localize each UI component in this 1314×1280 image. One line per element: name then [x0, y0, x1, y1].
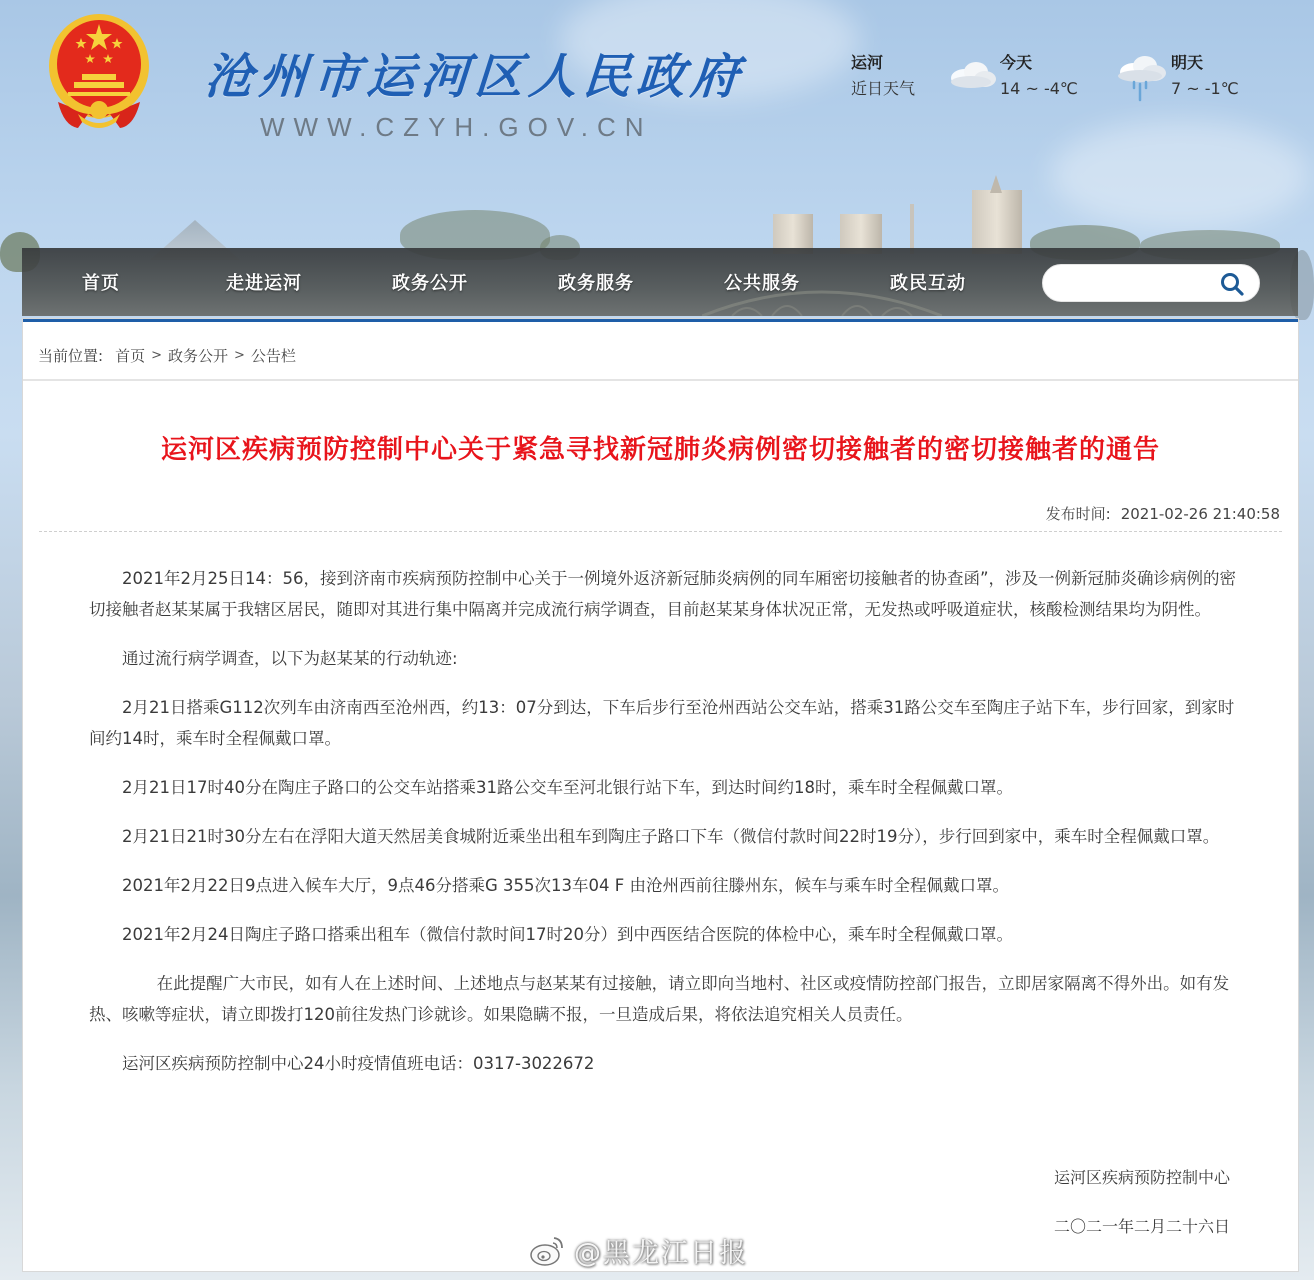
- national-emblem-icon[interactable]: [44, 10, 154, 134]
- breadcrumb: [38, 345, 296, 366]
- article-paragraph: 2月21日21时30分左右在浮阳大道天然居美食城附近乘坐出租车到陶庄子路口下车（微信付款时间22时19分），步行回到家中，乘车时全程佩戴口罩。: [122, 827, 1220, 846]
- search-input[interactable]: [1059, 271, 1209, 297]
- publish-time-value: 2021-02-26 21:40:58: [1120, 505, 1280, 523]
- dashed-divider: [39, 531, 1282, 532]
- tower-top-decoration: [990, 175, 1002, 193]
- building-decoration: [972, 190, 1022, 254]
- rain-cloud-icon: [1112, 54, 1168, 102]
- breadcrumb-bulletin-link[interactable]: 公告栏: [250, 347, 296, 365]
- nav-item-home[interactable]: 首页: [82, 273, 120, 294]
- breadcrumb-prefix: 当前位置:: [38, 347, 104, 365]
- weather-tomorrow-temp: 7 ~ -1℃: [1171, 79, 1239, 98]
- breadcrumb-government-affairs-link[interactable]: 政务公开: [167, 347, 228, 365]
- breadcrumb-divider: [23, 379, 1298, 381]
- weibo-watermark: [528, 1228, 748, 1272]
- hotline-paragraph: 运河区疾病预防控制中心24小时疫情值班电话：0317-3022672: [122, 1054, 595, 1073]
- weather-tomorrow-label: 明天: [1171, 53, 1204, 72]
- article-panel: [22, 318, 1299, 1272]
- article-paragraph: 2021年2月22日9点进入候车大厅，9点46分搭乘G 355次13车04 F 由沧州西前往滕州东，候车与乘车时全程佩戴口罩。: [122, 876, 1009, 895]
- watermark-text: @黑龙江日报: [574, 1237, 748, 1269]
- article-signature: 运河区疾病预防控制中心: [1053, 1168, 1230, 1187]
- article-sign-date: 二〇二一年二月二十六日: [1053, 1217, 1230, 1236]
- breadcrumb-separator: >: [234, 348, 245, 363]
- publish-time-label: 发布时间:: [1045, 505, 1111, 523]
- nav-item-about-yunhe[interactable]: 走进运河: [226, 273, 302, 294]
- nav-item-government-affairs-open[interactable]: 政务公开: [392, 273, 468, 294]
- main-nav-bar: [22, 248, 1298, 316]
- article-title: 运河区疾病预防控制中心关于紧急寻找新冠肺炎病例密切接触者的密切接触者的通告: [160, 435, 1160, 465]
- nav-item-citizen-interaction[interactable]: 政民互动: [890, 273, 966, 294]
- site-header: [0, 0, 1314, 320]
- article-paragraph: 2021年2月25日14：56，接到济南市疾病预防控制中心关于一例境外返济新冠肺炎病例的同车厢密切接触者的协查函”，涉及一例新冠肺炎确诊病例的密切接触者赵某某属于我辖区居民，随即对其进行集中隔离并完成流行病学调查，目前赵某某身体状况正常，无发热或呼吸道症状，核酸检测结果均为阴性。: [89, 569, 1237, 619]
- nav-item-government-services[interactable]: 政务服务: [558, 273, 634, 294]
- article-paragraph: 2021年2月24日陶庄子路口搭乘出租车（微信付款时间17时20分）到中西医结合医院的体检中心，乘车时全程佩戴口罩。: [122, 925, 1013, 944]
- weather-today-label: 今天: [1000, 53, 1033, 72]
- article-paragraph: 2月21日17时40分在陶庄子路口的公交车站搭乘31路公交车至河北银行站下车，到达时间约18时，乘车时全程佩戴口罩。: [122, 778, 1013, 797]
- cloudy-icon: [945, 58, 997, 90]
- site-url: WWW.CZYH.GOV.CN: [260, 112, 653, 142]
- search-icon[interactable]: [1219, 271, 1245, 297]
- weather-today: [1000, 50, 1078, 102]
- site-title: 沧州市运河区人民政府: [202, 49, 747, 105]
- article-paragraph: 2月21日搭乘G112次列车由济南西至沧州西，约13：07分到达，下车后步行至沧州西站公交车站，搭乘31路公交车至陶庄子站下车，步行回家，到家时间约14时，乘车时全程佩戴口罩。: [89, 698, 1235, 748]
- publish-time: [1046, 503, 1280, 524]
- article-paragraph: 通过流行病学调查，以下为赵某某的行动轨迹:: [122, 649, 458, 668]
- weather-location: [851, 50, 915, 102]
- weather-location-name: 运河: [851, 53, 884, 72]
- weather-today-temp: 14 ~ -4℃: [1000, 79, 1078, 98]
- search-box: [1042, 264, 1260, 302]
- accent-line: [23, 319, 1298, 322]
- breadcrumb-home-link[interactable]: 首页: [115, 347, 146, 365]
- breadcrumb-separator: >: [151, 348, 162, 363]
- weather-subtitle: 近日天气: [851, 79, 916, 98]
- tower-decoration: [910, 204, 914, 254]
- article-body: [89, 563, 1239, 1097]
- weibo-icon: [528, 1230, 568, 1270]
- article-paragraph: 在此提醒广大市民，如有人在上述时间、上述地点与赵某某有过接触，请立即向当地村、社区或疫情防控部门报告，立即居家隔离不得外出。如有发热、咳嗽等症状，请立即拨打120前往发热门诊就诊。如果隐瞒不报，一旦造成后果，将依法追究相关人员责任。: [89, 974, 1230, 1024]
- nav-item-public-services[interactable]: 公共服务: [724, 273, 800, 294]
- weather-tomorrow: [1171, 50, 1239, 102]
